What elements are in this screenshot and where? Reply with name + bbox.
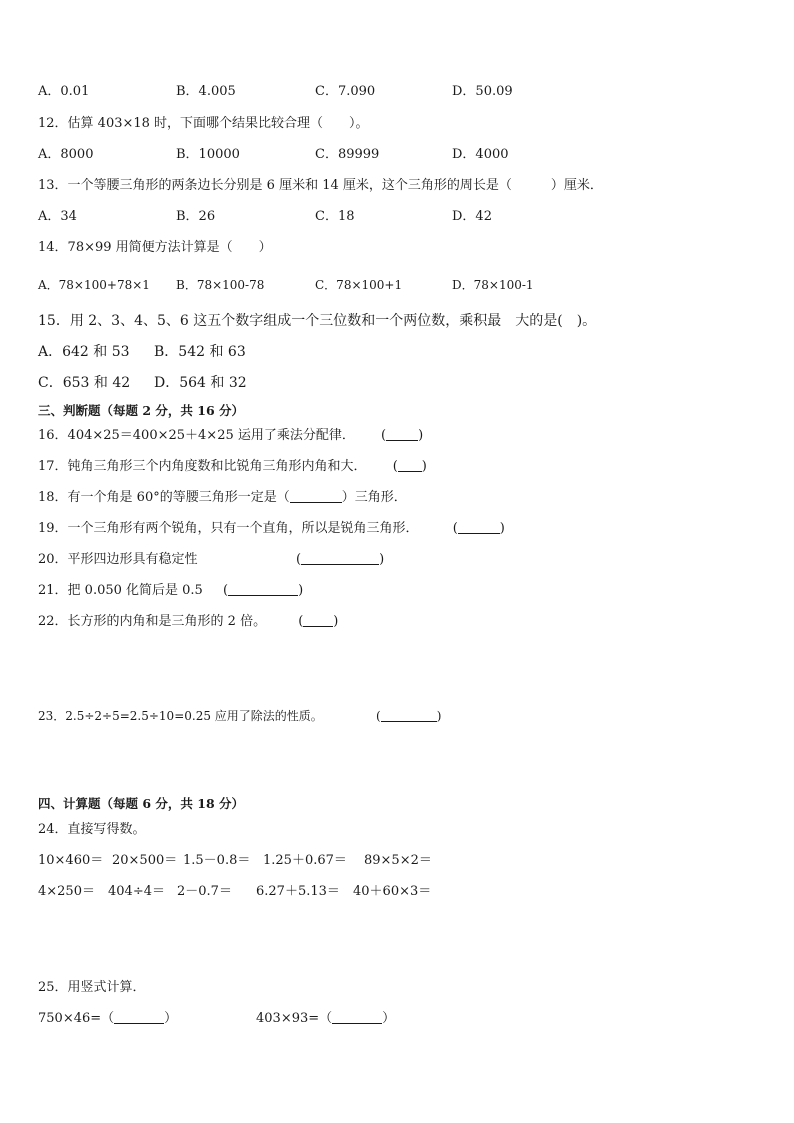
q11-option-c[interactable]: C．7.090 — [315, 84, 376, 99]
q18-suffix: ）三角形． — [341, 490, 407, 505]
q20: 20．平形四边形具有稳定性 ( ) — [38, 552, 385, 567]
q19-answer-blank[interactable] — [458, 521, 500, 534]
q25-item-2-blank[interactable] — [332, 1011, 382, 1024]
q13-option-c[interactable]: C．18 — [315, 209, 355, 224]
q13-option-b[interactable]: B．26 — [176, 209, 216, 224]
q13-option-d[interactable]: D．42 — [452, 209, 492, 224]
q15-option-d[interactable]: D．564 和 32 — [154, 375, 247, 391]
q24-item[interactable]: 10×460＝ — [38, 853, 104, 868]
q25-item-2 — [256, 1011, 395, 1027]
q15-option-c[interactable]: C．653 和 42 — [38, 375, 131, 391]
q21-answer-blank[interactable] — [228, 583, 298, 596]
q23-text: 23．2.5÷2÷5=2.5÷10=0.25 应用了除法的性质。 — [38, 709, 323, 723]
q15-option-a[interactable]: A．642 和 53 — [38, 344, 130, 360]
q21: 21．把 0.050 化简后是 0.5 ( ) — [38, 583, 304, 598]
q12-option-b[interactable]: B．10000 — [176, 147, 240, 162]
q24-item[interactable]: 20×500＝ — [112, 853, 178, 868]
q17: 17．钝角三角形三个内角度数和比锐角三角形内角和大． ( ) — [38, 459, 427, 474]
q14-option-d[interactable]: D．78×100-1 — [452, 278, 534, 292]
q12-option-c[interactable]: C．89999 — [315, 147, 380, 162]
q18-text: 18．有一个角是 60°的等腰三角形一定是（ — [38, 490, 290, 505]
q12-stem: 12．估算 403×18 时，下面哪个结果比较合理（ ）。 — [38, 116, 369, 131]
q25-item-2-close: ） — [382, 1011, 396, 1026]
q21-text: 21．把 0.050 化简后是 0.5 — [38, 583, 203, 598]
q13-option-a[interactable]: A．34 — [38, 209, 77, 224]
q25-item-2-text: 403×93=（ — [256, 1011, 333, 1026]
q16-answer-blank[interactable] — [386, 428, 418, 441]
q24-item[interactable]: 89×5×2＝ — [364, 853, 432, 868]
q12-option-d[interactable]: D．4000 — [452, 147, 509, 162]
section-3-title: 三、判断题（每题 2 分，共 16 分） — [38, 403, 245, 418]
q24-item[interactable]: 1.25＋0.67＝ — [263, 853, 347, 868]
q11-option-b[interactable]: B．4.005 — [176, 84, 236, 99]
q14-option-c[interactable]: C．78×100+1 — [315, 278, 403, 292]
q15-stem: 15．用 2、3、4、5、6 这五个数字组成一个三位数和一个两位数，乘积最 大的是( )。 — [38, 313, 597, 329]
q25-item-1 — [38, 1011, 177, 1027]
q11-option-a[interactable]: A．0.01 — [38, 84, 90, 99]
q22: 22．长方形的内角和是三角形的 2 倍。 ( ) — [38, 614, 339, 629]
q14-stem: 14．78×99 用简便方法计算是（ ） — [38, 240, 272, 255]
q12-option-a[interactable]: A．8000 — [38, 147, 94, 162]
q25-item-1-close: ） — [164, 1011, 178, 1026]
q15-option-b[interactable]: B．542 和 63 — [154, 344, 246, 360]
q17-text: 17．钝角三角形三个内角度数和比锐角三角形内角和大． — [38, 459, 367, 474]
q16: 16．404×25＝400×25＋4×25 运用了乘法分配律． ( ) — [38, 428, 424, 443]
q23: 23．2.5÷2÷5=2.5÷10=0.25 应用了除法的性质。 ( ) — [38, 709, 442, 723]
q25-item-1-blank[interactable] — [114, 1011, 164, 1024]
q23-answer-blank[interactable] — [381, 709, 437, 722]
q14-option-a[interactable]: A．78×100+78×1 — [38, 278, 150, 292]
q22-text: 22．长方形的内角和是三角形的 2 倍。 — [38, 614, 267, 629]
q18 — [38, 490, 407, 506]
q19: 19．一个三角形有两个锐角，只有一个直角，所以是锐角三角形． ( ) — [38, 521, 505, 536]
q25-item-1-text: 750×46=（ — [38, 1011, 115, 1026]
q24-stem: 24．直接写得数。 — [38, 822, 146, 837]
q25-stem: 25．用竖式计算． — [38, 980, 146, 995]
q11-option-d[interactable]: D．50.09 — [452, 84, 513, 99]
q18-answer-blank[interactable] — [290, 490, 342, 503]
q20-text: 20．平形四边形具有稳定性 — [38, 552, 198, 567]
q24-item[interactable]: 6.27＋5.13＝ — [256, 884, 340, 899]
q24-item[interactable]: 1.5－0.8＝ — [183, 853, 251, 868]
q24-item[interactable]: 404÷4＝ — [108, 884, 165, 899]
q19-text: 19．一个三角形有两个锐角，只有一个直角，所以是锐角三角形． — [38, 521, 419, 536]
q16-text: 16．404×25＝400×25＋4×25 运用了乘法分配律． — [38, 428, 355, 443]
q24-item[interactable]: 2－0.7＝ — [177, 884, 232, 899]
q13-stem: 13．一个等腰三角形的两条边长分别是 6 厘米和 14 厘米，这个三角形的周长是（ ）厘米． — [38, 178, 603, 193]
section-4-title: 四、计算题（每题 6 分，共 18 分） — [38, 796, 245, 811]
q17-answer-blank[interactable] — [398, 459, 422, 472]
q22-answer-blank[interactable] — [303, 614, 333, 627]
q24-item[interactable]: 40＋60×3＝ — [353, 884, 432, 899]
q24-item[interactable]: 4×250＝ — [38, 884, 95, 899]
q14-option-b[interactable]: B．78×100-78 — [176, 278, 265, 292]
q20-answer-blank[interactable] — [301, 552, 379, 565]
